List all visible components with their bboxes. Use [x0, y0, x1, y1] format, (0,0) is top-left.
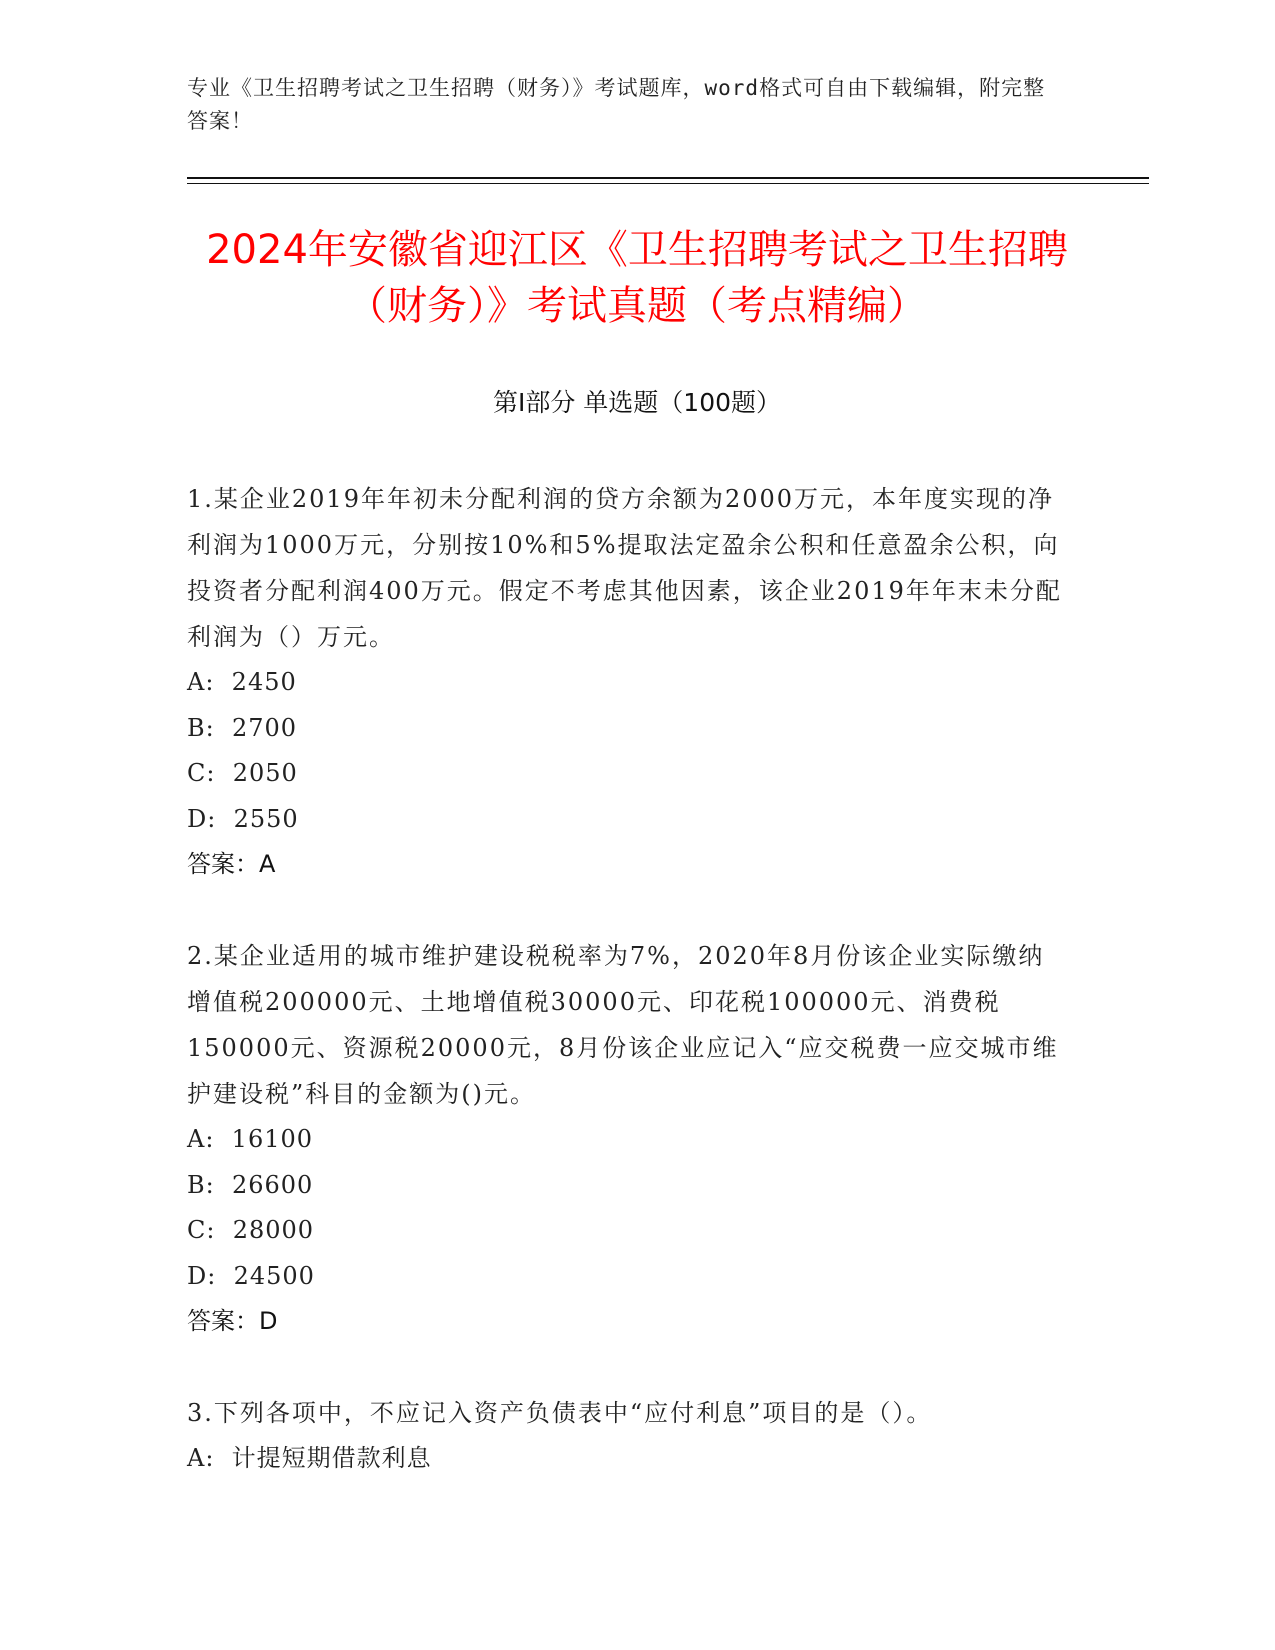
option-c: C: 28000: [187, 1216, 315, 1244]
option-d: D: 24500: [187, 1261, 315, 1290]
question-item: [187, 933, 1067, 1344]
question-item: [187, 1390, 1067, 1482]
header-divider-thin: [187, 183, 1149, 184]
option-b: B: 2700: [187, 713, 298, 742]
question-text: 2.某企业适用的城市维护建设税税率为7%，2020年8月份该企业实际缴纳增值税200000元、土地增值税30000元、印花税100000元、消费税150000元、资源税20000元，8月份该企业应记入“应交税费一应交城市维护建设税”科目的金额为()元。: [187, 942, 1059, 1108]
question-text: 3.下列各项中，不应记入资产负债表中“应付利息”项目的是（）。: [187, 1399, 933, 1427]
option-c: C: 2050: [187, 759, 298, 787]
option-b: B: 26600: [187, 1170, 314, 1199]
question-text: 1.某企业2019年年初未分配利润的贷方余额为2000万元，本年度实现的净利润为1000万元，分别按10%和5%提取法定盈余公积和任意盈余公积，向投资者分配利润400万元。假定不考虑其他因素，该企业2019年年末未分配利润为（）万元。: [187, 485, 1062, 651]
question-list: [187, 476, 1067, 1528]
header-divider-thick: [187, 177, 1149, 179]
option-d: D: 2550: [187, 804, 299, 833]
header-note: 专业《卫生招聘考试之卫生招聘（财务）》考试题库，word格式可自由下载编辑，附完整答案！: [187, 76, 1046, 133]
answer-label: 答案：D: [187, 1307, 278, 1335]
question-item: [187, 476, 1067, 887]
section-heading: 第Ⅰ部分 单选题（100题）: [492, 388, 782, 417]
option-a: A: 2450: [187, 668, 297, 696]
option-a: A: 16100: [187, 1125, 314, 1153]
answer-label: 答案：A: [187, 850, 276, 878]
document-title: 2024年安徽省迎江区《卫生招聘考试之卫生招聘（财务）》考试真题（考点精编）: [206, 227, 1068, 329]
option-a: A: 计提短期借款利息: [187, 1444, 432, 1472]
